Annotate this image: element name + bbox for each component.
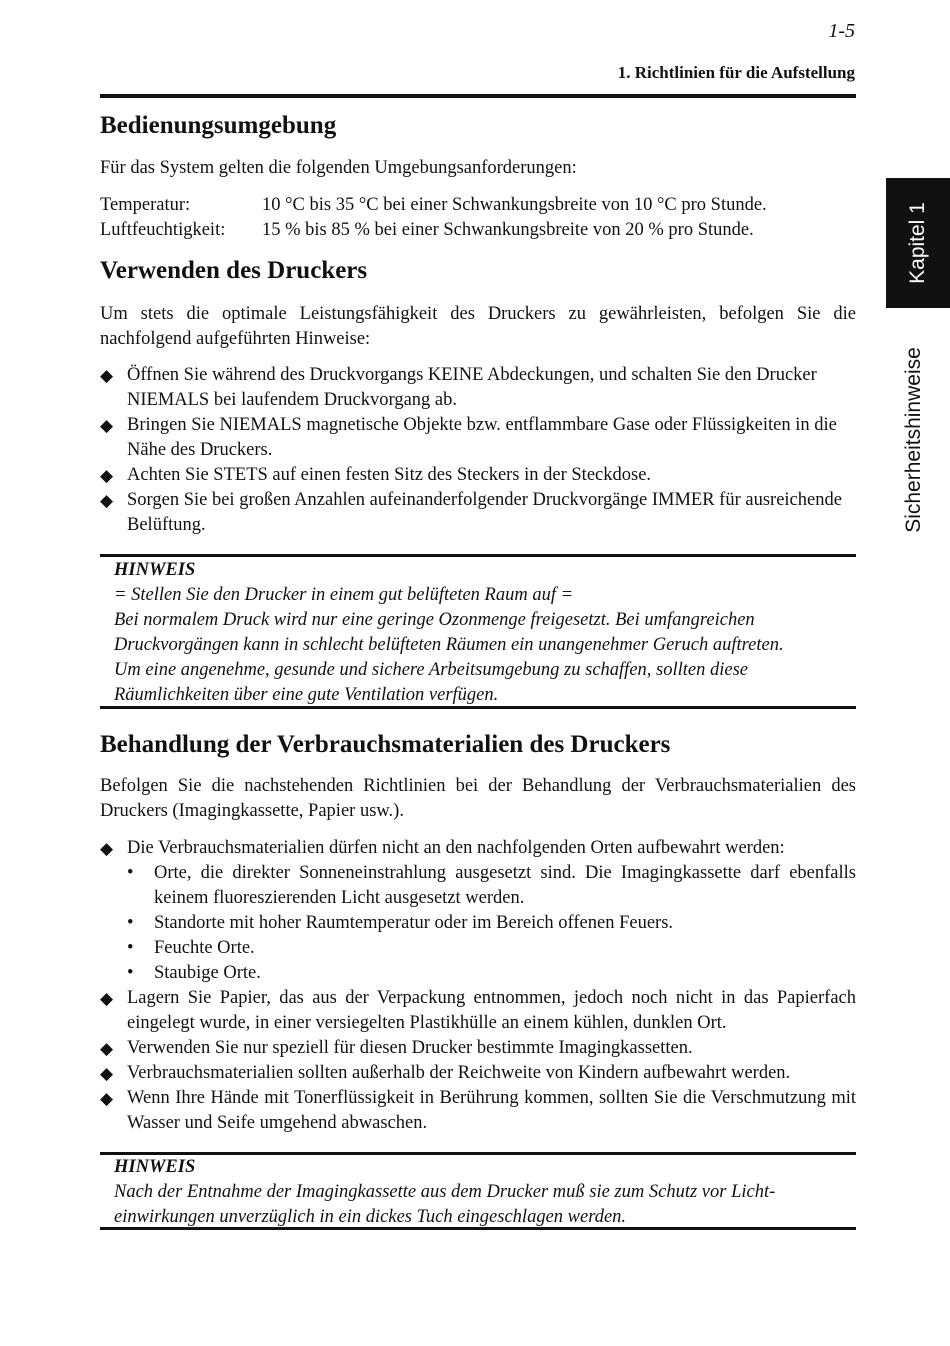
list-item bbox=[100, 488, 856, 538]
chapter-tab-label: Kapitel 1 bbox=[906, 202, 929, 284]
heading-verbrauchsmaterialien: Behandlung der Verbrauchsmaterialien des Druckers bbox=[100, 731, 671, 758]
note-line: Räumlichkeiten über eine gute Ventilation verfügen. bbox=[114, 685, 499, 705]
list-item bbox=[100, 836, 856, 861]
bullet-dot-icon: • bbox=[127, 963, 134, 983]
list-item-text: Lagern Sie Papier, das aus der Verpackung entnommen, jedoch noch nicht in das Papierfach eingelegt wurde, in einer versiegelten Plastikhülle an einem kühlen, dunklen Ort. bbox=[127, 988, 856, 1033]
env-row-temperature bbox=[100, 193, 767, 218]
diamond-bullet-icon: ◆ bbox=[100, 839, 114, 858]
list-item-text: Achten Sie STETS auf einen festen Sitz des Steckers in der Steckdose. bbox=[127, 465, 652, 485]
note-rule-bottom bbox=[100, 706, 856, 709]
env-label: Temperatur: bbox=[100, 195, 191, 215]
sub-list-item bbox=[127, 911, 856, 936]
list-item bbox=[100, 413, 856, 463]
list-item bbox=[100, 986, 856, 1036]
diamond-bullet-icon: ◆ bbox=[100, 416, 114, 435]
list-item-text: Öffnen Sie während des Druckvorgangs KEINE Abdeckungen, und schalten Sie den Drucker NIEMALS bei laufendem Druckvorgang ab. bbox=[127, 365, 817, 410]
note-title: HINWEIS bbox=[114, 560, 196, 580]
sub-list-item-text: Orte, die direkter Sonneneinstrahlung ausgesetzt sind. Die Imagingkassette darf ebenfalls keinem fluoreszierenden Licht ausgesetzt werden. bbox=[154, 863, 856, 908]
list-item bbox=[100, 1036, 856, 1061]
sub-list-item bbox=[127, 861, 856, 911]
header-rule bbox=[100, 94, 856, 98]
list-item-text: Bringen Sie NIEMALS magnetische Objekte bzw. entflammbare Gase oder Flüssigkeiten in die Nähe des Druckers. bbox=[127, 415, 837, 460]
env-label: Luftfeuchtigkeit: bbox=[100, 220, 226, 240]
env-value: 10 °C bis 35 °C bei einer Schwankungsbreite von 10 °C pro Stunde. bbox=[262, 195, 767, 215]
note-line: Bei normalem Druck wird nur eine geringe Ozonmenge freigesetzt. Bei umfangreichen bbox=[114, 610, 755, 630]
env-row-humidity bbox=[100, 218, 754, 243]
diamond-bullet-icon: ◆ bbox=[100, 1064, 114, 1083]
note-rule-bottom bbox=[100, 1227, 856, 1230]
env-value: 15 % bis 85 % bei einer Schwankungsbreite von 20 % pro Stunde. bbox=[262, 220, 754, 240]
note-line: einwirkungen unverzüglich in ein dickes Tuch eingeschlagen werden. bbox=[114, 1207, 627, 1227]
list-item-text: Verbrauchsmaterialien sollten außerhalb der Reichweite von Kindern aufbewahrt werden. bbox=[127, 1063, 791, 1083]
note-line: Druckvorgängen kann in schlecht belüfteten Räumen ein unangenehmer Geruch auftreten. bbox=[114, 635, 784, 655]
list-item-text: Sorgen Sie bei großen Anzahlen aufeinanderfolgender Druckvorgänge IMMER für ausreichende Belüftung. bbox=[127, 490, 842, 535]
note-title: HINWEIS bbox=[114, 1157, 196, 1177]
diamond-bullet-icon: ◆ bbox=[100, 491, 114, 510]
bullet-dot-icon: • bbox=[127, 863, 134, 883]
running-header: 1. Richtlinien für die Aufstellung bbox=[617, 63, 855, 82]
list-item-text: Die Verbrauchsmaterialien dürfen nicht an den nachfolgenden Orten aufbewahrt werden: bbox=[127, 838, 785, 858]
sub-list-item-text: Staubige Orte. bbox=[154, 963, 261, 983]
section3-intro: Befolgen Sie die nachstehenden Richtlinien bei der Behandlung der Verbrauchsmaterialien des Druckers (Imagingkassette, Papier usw.). bbox=[100, 776, 856, 821]
diamond-bullet-icon: ◆ bbox=[100, 1089, 114, 1108]
section-side-label: Sicherheitshinweise bbox=[902, 347, 925, 533]
list-item bbox=[100, 463, 856, 488]
note-box-imaging-cartridge bbox=[114, 1155, 856, 1230]
note-rule-top bbox=[100, 554, 856, 557]
list-item bbox=[100, 1061, 856, 1086]
chapter-tab bbox=[886, 178, 950, 308]
sub-list-item-text: Feuchte Orte. bbox=[154, 938, 255, 958]
bullet-dot-icon: • bbox=[127, 913, 134, 933]
list-item bbox=[100, 1086, 856, 1136]
list-item-text: Verwenden Sie nur speziell für diesen Drucker bestimmte Imagingkassetten. bbox=[127, 1038, 693, 1058]
bullet-dot-icon: • bbox=[127, 938, 134, 958]
diamond-bullet-icon: ◆ bbox=[100, 366, 114, 385]
diamond-bullet-icon: ◆ bbox=[100, 989, 114, 1008]
section1-intro: Für das System gelten die folgenden Umgebungsanforderungen: bbox=[100, 158, 577, 178]
sub-list-item bbox=[127, 936, 856, 961]
section2-intro: Um stets die optimale Leistungsfähigkeit des Druckers zu gewährleisten, befolgen Sie die nachfolgend aufgeführten Hinweise: bbox=[100, 304, 856, 349]
heading-bedienungsumgebung: Bedienungsumgebung bbox=[100, 112, 337, 139]
note-line: Um eine angenehme, gesunde und sichere Arbeitsumgebung zu schaffen, sollten diese bbox=[114, 660, 749, 680]
page-number: 1-5 bbox=[828, 20, 855, 42]
note-box-ventilation bbox=[114, 558, 856, 708]
sub-list-item bbox=[127, 961, 856, 986]
list-item-text: Wenn Ihre Hände mit Tonerflüssigkeit in Berührung kommen, sollten Sie die Verschmutzung mit Wasser und Seife umgehend abwaschen. bbox=[127, 1088, 856, 1133]
diamond-bullet-icon: ◆ bbox=[100, 466, 114, 485]
heading-verwenden-des-druckers: Verwenden des Druckers bbox=[100, 257, 368, 284]
note-line: Nach der Entnahme der Imagingkassette aus dem Drucker muß sie zum Schutz vor Licht- bbox=[114, 1182, 776, 1202]
note-line: = Stellen Sie den Drucker in einem gut belüfteten Raum auf = bbox=[114, 585, 574, 605]
list-item bbox=[100, 363, 856, 413]
sub-list-item-text: Standorte mit hoher Raumtemperatur oder im Bereich offenen Feuers. bbox=[154, 913, 674, 933]
diamond-bullet-icon: ◆ bbox=[100, 1039, 114, 1058]
